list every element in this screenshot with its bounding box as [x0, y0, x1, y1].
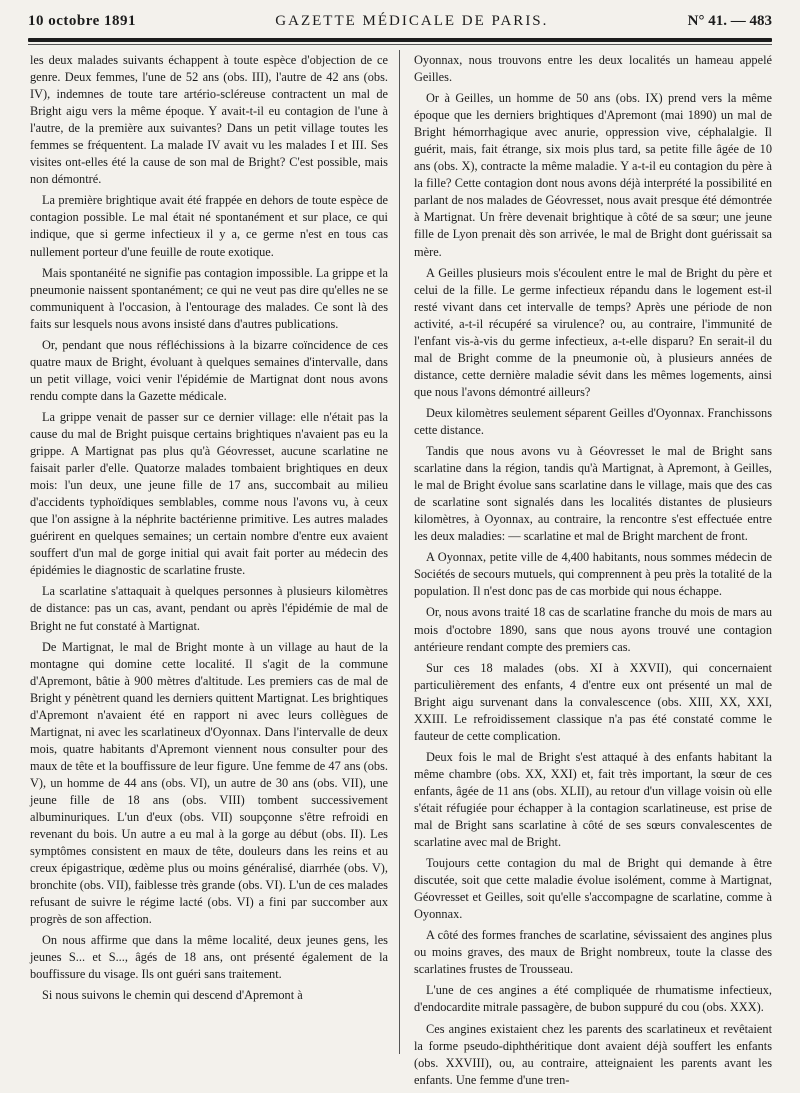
- column-divider: [399, 50, 400, 1054]
- paragraph: les deux malades suivants échappent à toute espèce d'objection de ce genre. Deux femmes, l'une de 52 ans (obs. III), l'autre de 42 ans (obs. IV), indemnes de toute tare artério-scléreuse contractent un mal de Bright aigu vers la même époque. Y avait-t-il eu contagion de l'une à l'autre, de la première aux suivantes? Dans un petit village toutes les femmes se fréquentent. La malade IV avait vu les malades I et III. Ses visites ont-elles été la cause de son mal de Bright? C'est possible, mais non démontré.: [30, 53, 388, 187]
- right-column: [414, 52, 772, 1093]
- paragraph: L'une de ces angines a été compliquée de rhumatisme infectieux, d'endocardite mitrale passagère, de bubon suppuré du cou (obs. XXX).: [414, 983, 772, 1015]
- paragraph: La première brightique avait été frappée en dehors de toute espèce de contagion possible. Le mal était né spontanément et sur place, ce qui indique, que si germe infectieux il y a, ce germe n'est en tous cas nullement porteur d'une feuille de route exotique.: [30, 193, 388, 259]
- paragraph: Oyonnax, nous trouvons entre les deux localités un hameau appelé Geilles.: [414, 53, 772, 85]
- paragraph: De Martignat, le mal de Bright monte à un village au haut de la montagne qui domine cette localité. Il s'agit de la commune d'Apremont, bâtie à 900 mètres d'altitude. Les premiers cas de mal de Bright y pénètrent quand les derniers quittent Martignat. Les brightiques d'Apremont n'avaient été en rapport ni avec leurs collègues de Martignat, ni avec les scarlatineux d'Oyonnax. Dans l'intervalle de deux mois, quatre habitants d'Apremont viennent nous consulter pour des maux de tête et la bouffissure de leur figure. Une femme de 47 ans (obs. V), un homme de 44 ans (obs. VI), un autre de 30 ans (obs. VII), une jeune fille de 18 ans (obs. VIII) tombent successivement albuminuriques. L'un d'eux (obs. VII) soupçonne s'être refroidi en revenant du bois. Un autre a eu mal à la gorge au début (obs. II). Les symptômes consistent en maux de tête, douleurs dans les reins et au creux épigastrique, œdème plus ou moins généralisé, diarrhée (obs. V), bronchite (obs. VII), faiblesse très grande (obs. VI). L'un de ces malades refusant de suivre le régime lacté (obs. VI) a fini par succomber aux progrès de son affection.: [30, 639, 388, 927]
- paragraph: A côté des formes franches de scarlatine, sévissaient des angines plus ou moins graves, des maux de Bright nombreux, toute la classe des scarlatines frustes de Trousseau.: [414, 928, 772, 977]
- header-title: GAZETTE MÉDICALE DE PARIS.: [275, 12, 549, 29]
- page-header: [28, 8, 772, 34]
- paragraph: Deux fois le mal de Bright s'est attaqué à des enfants habitant la même chambre (obs. XX, XXI) et, fait très important, la sœur de ces enfants, âgée de 11 ans (obs. XLII), au retour d'un village voisin où elle s'était réfugiée pour échapper à la contagion scarlatineuse, est prise de mal de Bright sans scarlatine à côté de ses sœurs convalescentes de scarlatine avec mal de Bright.: [414, 749, 772, 850]
- paragraph: Or à Geilles, un homme de 50 ans (obs. IX) prend vers la même époque que les derniers brightiques d'Apremont (mai 1890) un mal de Bright hémorrhagique avec anurie, oppression vive, céphalalgie. Il guérit, mais, fait étrange, six mois plus tard, sa petite fille âgée de 10 ans (obs. X), contracte la même maladie. Y a-t-il eu contagion du père à la fille? Cette contagion dont nous avons déjà interprété la possibilité en parlant de nos malades de Géovresset, nous avait presque été démontrée à Martignat. Un frère devenait brightique à côté de sa sœur; une jeune fille de Lyon prenait dès son arrivée, le mal de Bright dont guérissait sa mère.: [414, 91, 772, 259]
- left-column: [30, 52, 388, 1009]
- paragraph: Sur ces 18 malades (obs. XI à XXVII), qui concernaient particulièrement des enfants, 4 d'entre eux ont présenté un mal de Bright aigu survenant dans la convalescence (obs. XIII, XX, XXI, XXIII. Le refroidissement classique n'a pas été constaté comme le fauteur de cette complication.: [414, 660, 772, 743]
- paragraph: A Oyonnax, petite ville de 4,400 habitants, nous sommes médecin de Sociétés de secours mutuels, qui comprennent à peu près la totalité de la population. Il n'est donc pas de cas morbide qui nous échappe.: [414, 550, 772, 599]
- paragraph: Si nous suivons le chemin qui descend d'Apremont à: [42, 988, 303, 1003]
- paragraph: Toujours cette contagion du mal de Bright qui demande à être discutée, soit que cette maladie évolue isolément, comme à Martignat, Géovresset et Geilles, soit qu'elle s'accompagne de scarlatine, comme à Oyonnax.: [414, 856, 772, 922]
- header-rule-thin: [28, 44, 772, 45]
- paragraph: La scarlatine s'attaquait à quelques personnes à plusieurs kilomètres de distance: pas un cas, avant, pendant ou après l'épidémie de mal de Bright ne fut constaté à Martignat.: [30, 584, 388, 633]
- header-page-number: N° 41. — 483: [687, 12, 772, 29]
- paragraph: Mais spontanéité ne signifie pas contagion impossible. La grippe et la pneumonie naissent spontanément; ce qui ne veut pas dire qu'elles ne se communiquent à l'occasion, à l'entourage des malades. Ce sont là des faits sur lesquels nous avons insisté dans d'autres publications.: [30, 265, 388, 331]
- paragraph: La grippe venait de passer sur ce dernier village: elle n'était pas la cause du mal de Bright puisque certains brightiques n'avaient pas eu la grippe. A Martignat pas plus qu'à Géovresset, aucune scarlatine ne faisait parler d'elle. Quatorze malades tombaient brightiques en deux mois: l'un deux, une jeune fille de 17 ans, succombait au milieu d'accidents typhoïdiques semblables, comme nous l'avons vu, à ceux que l'on assigne à la néphrite bactérienne primitive. Les autres malades guérirent en quelques semaines; un certain nombre d'entre eux avaient souffert d'un mal de gorge initial qui avait fait porter au médecin des épidémies le diagnostic de scarlatine fruste.: [30, 409, 388, 578]
- paragraph: Or, nous avons traité 18 cas de scarlatine franche du mois de mars au mois d'octobre 1890, sans que nous ayons trouvé une contagion antérieure rendant compte des premiers cas.: [414, 605, 772, 654]
- paragraph: Or, pendant que nous réfléchissions à la bizarre coïncidence de ces quatre maux de Bright, évoluant à quelques semaines d'intervalle, dans un petit village, voici venir l'épidémie de Martignat dont nous avons rendu compte dans la Gazette médicale.: [30, 337, 388, 403]
- paragraph: On nous affirme que dans la même localité, deux jeunes gens, les jeunes S... et S..., âgés de 18 ans, ont présenté également de la bouffissure du visage. Ils ont guéri sans traitement.: [30, 933, 388, 982]
- paragraph: Ces angines existaient chez les parents des scarlatineux et revêtaient la forme pseudo-diphthéritique dont avaient déjà souffert les enfants (obs. XXVIII), ou, au contraire, atteignaient les parents avant les enfants. Une femme d'une tren-: [414, 1021, 772, 1087]
- paragraph: Deux kilomètres seulement séparent Geilles d'Oyonnax. Franchissons cette distance.: [414, 405, 772, 437]
- paragraph: Tandis que nous avons vu à Géovresset le mal de Bright sans scarlatine dans la région, tandis qu'à Martignat, à Apremont, à Geilles, le mal de Bright évolue sans scarlatine dans le village, mais que des cas de scarlatine sont signalés dans les localités distantes de plusieurs kilomètres, à Oyonnax, au contraire, la rencontre s'est effectuée entre les deux maladies: — scarlatine et mal de Bright marchent de front.: [414, 444, 772, 544]
- header-date: 10 octobre 1891: [28, 12, 137, 29]
- header-rule: [28, 38, 772, 42]
- paragraph: A Geilles plusieurs mois s'écoulent entre le mal de Bright du père et celui de la fille. Le germe infectieux répandu dans le logement est-il resté vivant dans cet intervalle de temps? Après une période de non activité, a-t-il récupéré sa virulence? ou, au contraire, l'immunité de l'enfant vis-à-vis du germe infectieux, a-t-elle disparu? En serait-il du mal de Bright comme de la pneumonie où, à plusieurs années de distance, cette dernière maladie sévit dans les mêmes logements, ainsi que nous l'avons démontré ailleurs?: [414, 265, 772, 399]
